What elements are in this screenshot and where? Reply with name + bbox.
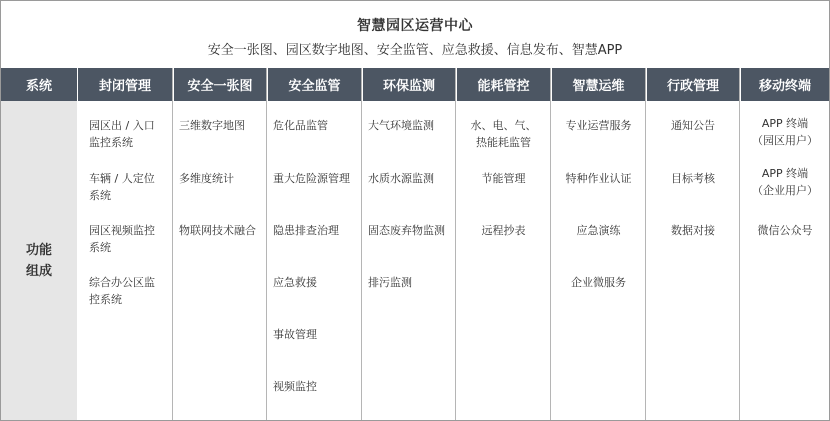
system-header: 系统 [1,68,77,101]
column-closed-management [77,68,172,420]
function-item: 企业微服务 [571,276,626,289]
column-body-energy-control [456,101,550,420]
column-safety-map [172,68,266,420]
function-item: 视频监控 [273,380,317,393]
system-column [1,68,77,420]
function-item: 三维数字地图 [179,119,245,132]
column-safety-supervision [266,68,361,420]
function-item: 重大危险源管理 [273,172,350,185]
function-item: 水质水源监测 [368,172,434,185]
column-smart-operation [550,68,645,420]
column-header-safety-map: 安全一张图 [173,68,266,101]
column-header-environment-monitoring: 环保监测 [362,68,455,101]
function-item: 数据对接 [671,224,715,237]
column-energy-control [455,68,550,420]
column-header-closed-management: 封闭管理 [77,68,172,101]
function-item: 目标考核 [671,172,715,185]
column-body-smart-operation [551,101,645,420]
function-grid [1,68,829,420]
column-environment-monitoring [361,68,455,420]
function-item: APP 终端 （园区用户） [752,117,818,147]
function-item: 物联网技术融合 [179,224,256,237]
function-item: 专业运营服务 [565,119,632,132]
column-header-admin-management: 行政管理 [646,68,739,101]
function-item: 事故管理 [273,328,317,341]
function-item: 水、电、气、 热能耗监管 [470,119,537,149]
column-body-safety-supervision [267,101,361,420]
function-item: 排污监测 [368,276,412,289]
column-header-mobile-terminal: 移动终端 [740,68,829,101]
column-admin-management [645,68,739,420]
function-item: APP 终端 （企业用户） [752,167,818,197]
system-label: 功能组成 [25,242,52,279]
function-item: 车辆 / 人定位 系统 [89,172,155,202]
function-item: 隐患排查治理 [273,224,339,237]
function-item: 特种作业认证 [565,172,632,185]
column-mobile-terminal [739,68,829,420]
function-item: 多维度统计 [179,172,234,185]
function-item: 固态废弃物监测 [368,224,445,237]
header [1,1,829,67]
column-body-safety-map [173,101,266,420]
column-body-admin-management [646,101,739,420]
function-item: 微信公众号 [757,224,813,237]
column-body-environment-monitoring [362,101,455,420]
function-item: 综合办公区监 控系统 [89,276,155,306]
function-item: 园区视频监控 系统 [89,224,155,254]
function-item: 应急救援 [273,276,317,289]
column-header-smart-operation: 智慧运维 [551,68,645,101]
function-item: 园区出 / 入口 监控系统 [89,119,155,149]
function-item: 危化品监管 [273,119,328,132]
function-item: 应急演练 [576,224,621,237]
function-item: 通知公告 [671,119,715,132]
column-header-safety-supervision: 安全监管 [267,68,361,101]
system-body [1,101,77,420]
function-item: 大气环境监测 [368,119,434,132]
function-item: 节能管理 [481,172,526,185]
column-body-closed-management [77,101,172,420]
column-body-mobile-terminal [740,101,829,420]
column-header-energy-control: 能耗管控 [456,68,550,101]
page-title: 智慧园区运营中心 [357,18,473,34]
page-subtitle: 安全一张图、园区数字地图、安全监管、应急救援、信息发布、智慧APP [207,43,623,58]
function-item: 远程抄表 [481,224,526,237]
